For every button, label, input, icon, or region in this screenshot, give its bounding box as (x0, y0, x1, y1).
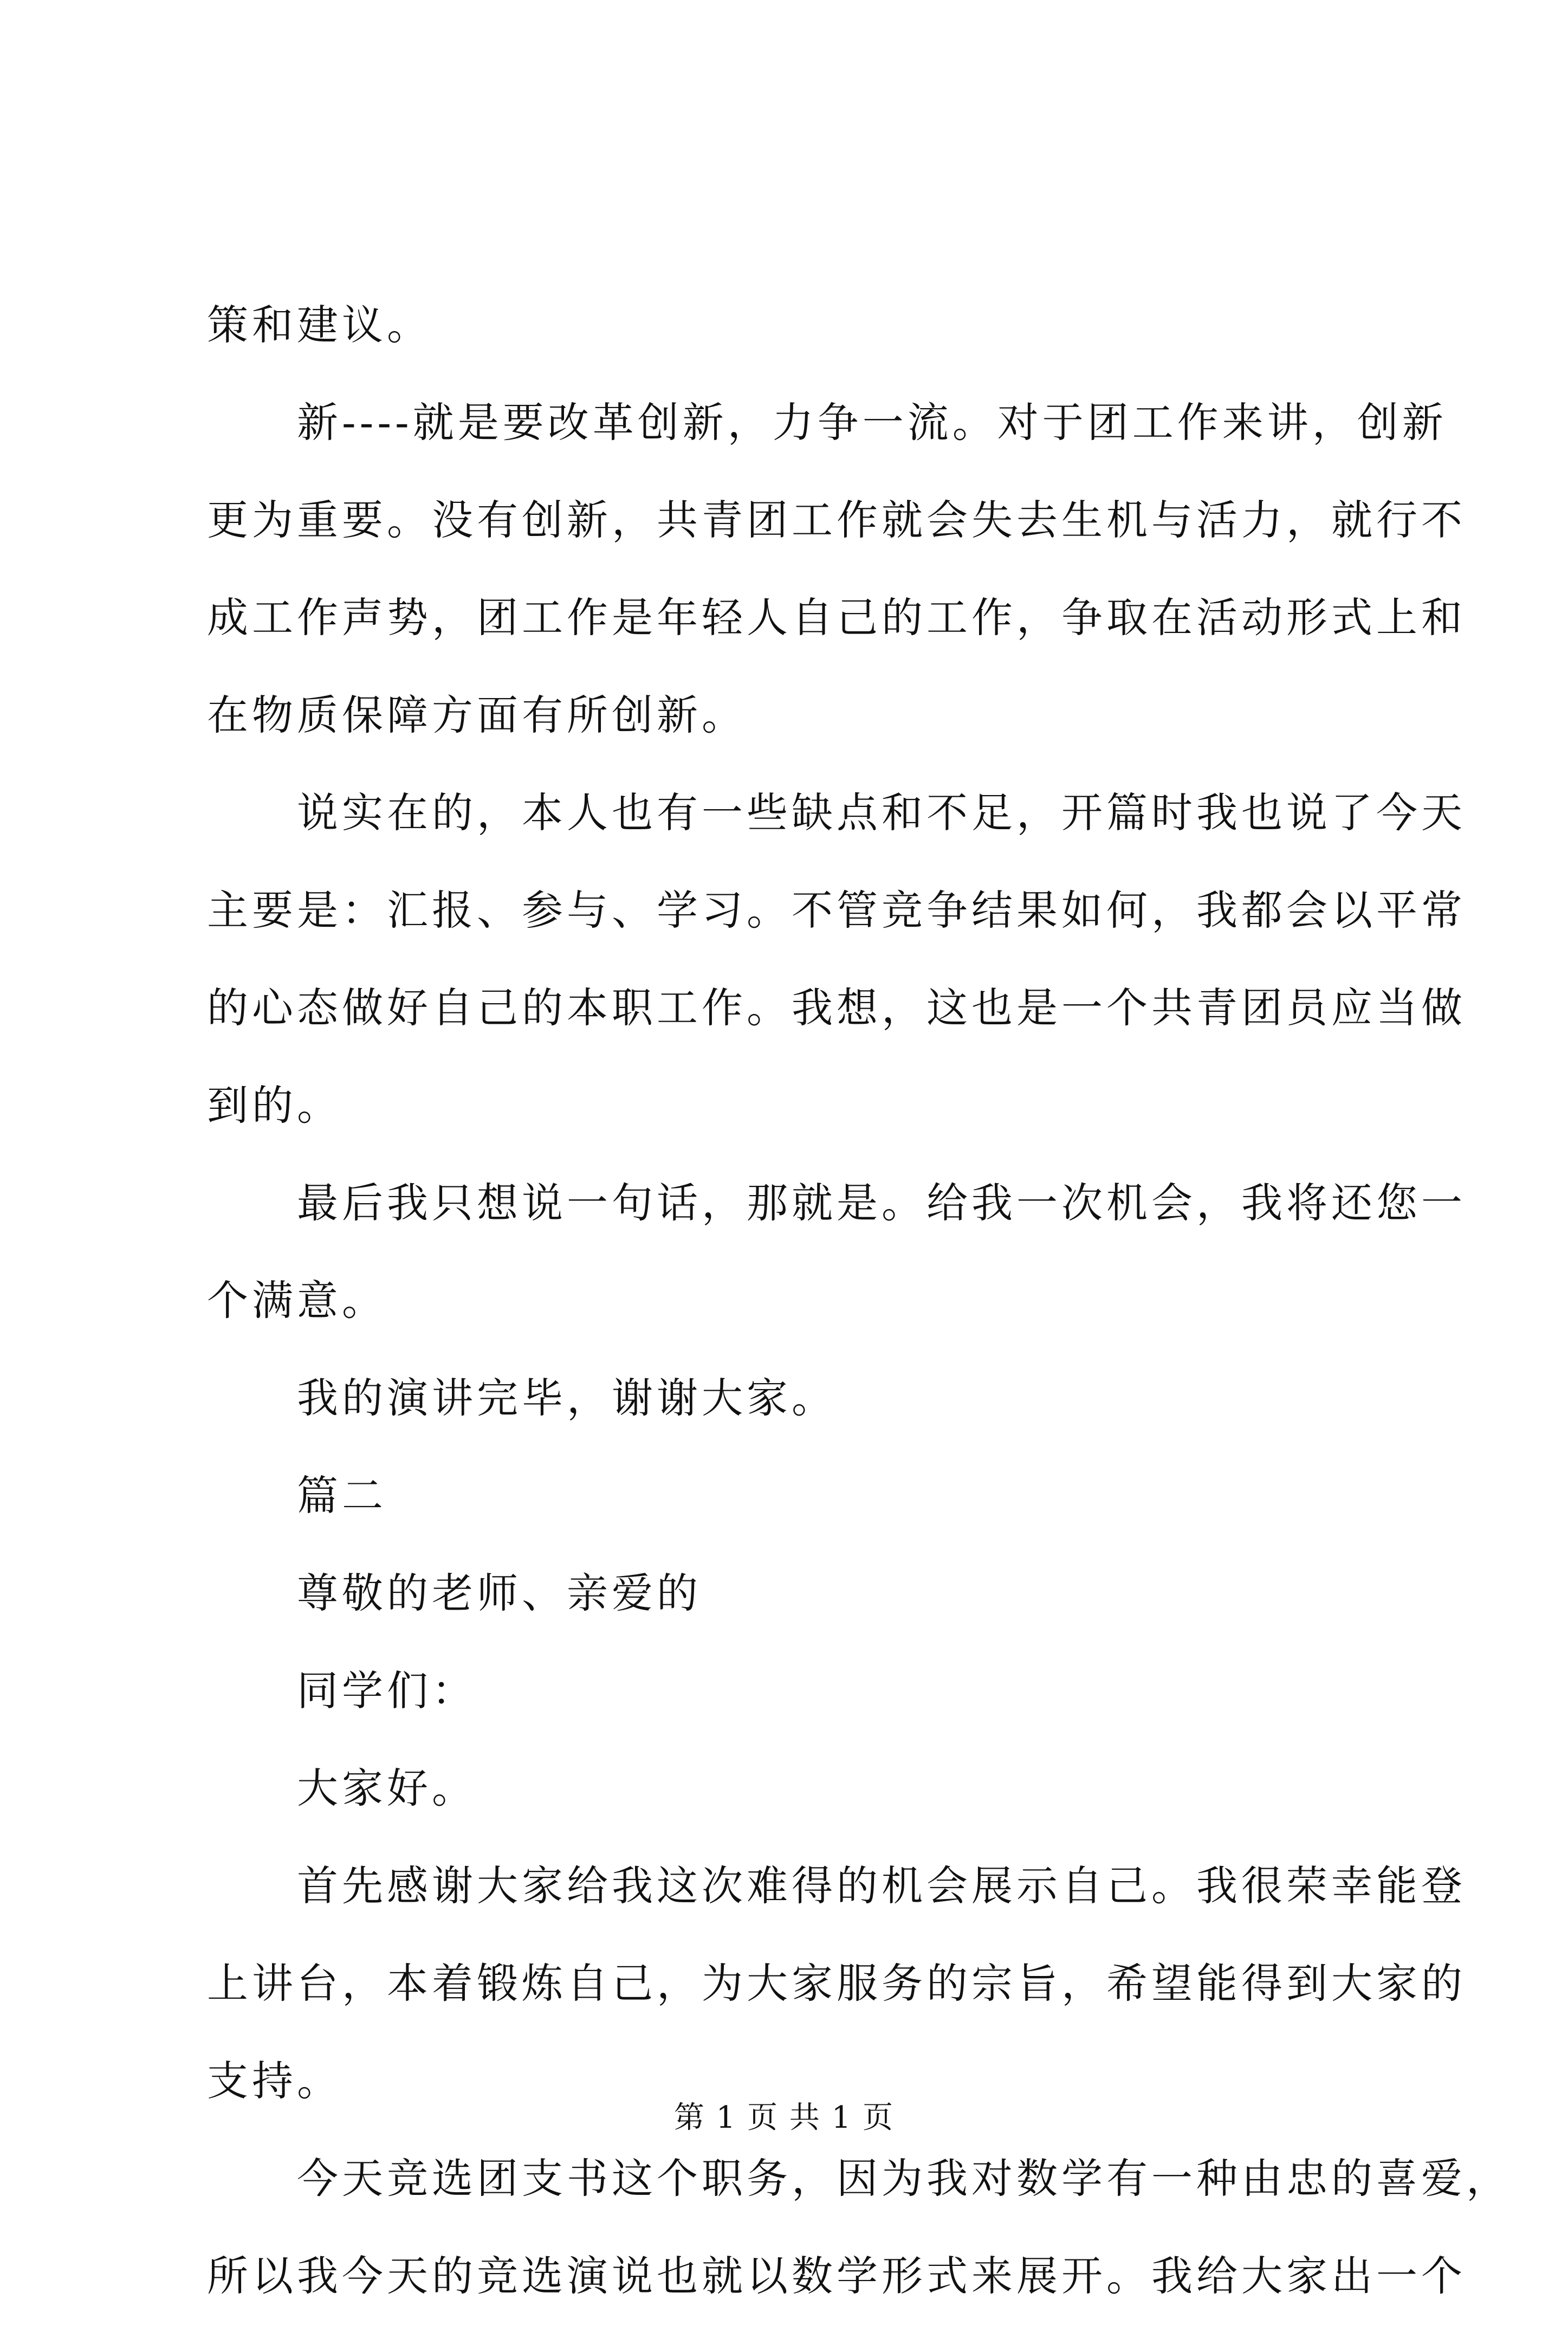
text-line: 成工作声势，团工作是年轻人自己的工作，争取在活动形式上和 (207, 593, 1466, 642)
text-line: 所以我今天的竞选演说也就以数学形式来展开。我给大家出一个 (207, 2252, 1466, 2300)
text-line: 大家好。 (297, 1764, 477, 1812)
document-body (207, 276, 1511, 2325)
text-line: 上讲台，本着锻炼自己，为大家服务的宗旨，希望能得到大家的 (207, 1959, 1466, 2007)
text-line: 首先感谢大家给我这次难得的机会展示自己。我很荣幸能登 (297, 1862, 1466, 1910)
text-line: 说实在的，本人也有一些缺点和不足，开篇时我也说了今天 (297, 789, 1466, 837)
text-line: 我的演讲完毕，谢谢大家。 (297, 1374, 837, 1422)
text-line: 今天竞选团支书这个职务，因为我对数学有一种由忠的喜爱， (297, 2154, 1511, 2203)
text-line: 在物质保障方面有所创新。 (207, 691, 747, 739)
text-line: 尊敬的老师、亲爱的 (297, 1569, 702, 1617)
text-line: 支持。 (207, 2057, 342, 2105)
text-line: 个满意。 (207, 1276, 387, 1325)
text-line: 策和建议。 (207, 301, 432, 349)
page-number-label: 第 1 页 共 1 页 (673, 2100, 895, 2135)
text-line: 新----就是要改革创新，力争一流。对于团工作来讲，创新 (297, 398, 1447, 447)
text-line: 的心态做好自己的本职工作。我想，这也是一个共青团员应当做 (207, 984, 1466, 1032)
text-line: 同学们： (297, 1667, 477, 1715)
text-line: 主要是：汇报、参与、学习。不管竞争结果如何，我都会以平常 (207, 886, 1466, 934)
text-line: 更为重要。没有创新，共青团工作就会失去生机与活力，就行不 (207, 496, 1466, 544)
text-line: 到的。 (207, 1081, 342, 1129)
text-line: 最后我只想说一句话，那就是。给我一次机会，我将还您一 (297, 1179, 1466, 1227)
page-footer (0, 2096, 1568, 2140)
section-heading: 篇二 (297, 1471, 387, 1520)
